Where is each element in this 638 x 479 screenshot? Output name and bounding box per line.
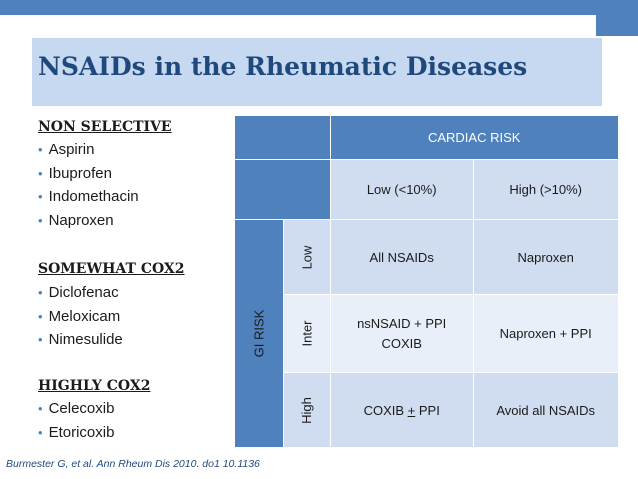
bullet-icon: • [38, 165, 43, 181]
cardiac-risk-header: CARDIAC RISK [330, 116, 618, 160]
bullet-icon: • [38, 212, 43, 228]
row-label-low: Low [283, 220, 330, 295]
citation: Burmester G, et al. Ann Rheum Dis 2010. do1 10.1136 [6, 458, 260, 470]
list-highly-cox2 [38, 397, 114, 444]
gi-risk-header: GI RISK [235, 220, 284, 448]
heading-highly-cox2: HIGHLY COX2 [38, 378, 151, 394]
list-item: • Indomethacin [38, 188, 139, 205]
list-item: • Naproxen [38, 211, 114, 229]
cell-high-low: COXIB + PPI [330, 373, 473, 448]
heading-non-selective: NON SELECTIVE [38, 119, 172, 135]
list-non-selective [38, 138, 139, 232]
bullet-icon: • [38, 332, 43, 347]
list-item: • Nimesulide [38, 331, 123, 348]
top-accent-bar [0, 0, 638, 15]
list-item: • Meloxicam [38, 307, 121, 325]
cell-low-low: All NSAIDs [330, 220, 473, 295]
row-label-inter: Inter [283, 295, 330, 373]
col-header-low: Low (<10%) [330, 160, 473, 220]
list-item: • Ibuprofen [38, 164, 112, 182]
risk-table [234, 115, 619, 448]
list-somewhat-cox2 [38, 281, 123, 352]
list-item: • Diclofenac [38, 284, 119, 301]
bullet-icon: • [38, 308, 43, 324]
bullet-icon: • [38, 189, 43, 204]
cell-inter-low: nsNSAID + PPI COXIB [330, 295, 473, 373]
table-corner-cell [235, 116, 331, 160]
cell-low-high: Naproxen [473, 220, 618, 295]
list-item: • Etoricoxib [38, 423, 115, 441]
heading-somewhat-cox2: SOMEWHAT COX2 [38, 261, 185, 277]
list-item: • Aspirin [38, 141, 95, 158]
bullet-icon: • [38, 142, 43, 157]
corner-accent-block [596, 15, 638, 36]
row-label-high: High [283, 373, 330, 448]
slide-title: NSAIDs in the Rheumatic Diseases [38, 52, 528, 81]
bullet-icon: • [38, 285, 43, 300]
cell-high-high: Avoid all NSAIDs [473, 373, 618, 448]
bullet-icon: • [38, 401, 43, 416]
cell-inter-high: Naproxen + PPI [473, 295, 618, 373]
col-header-high: High (>10%) [473, 160, 618, 220]
table-corner-cell [235, 160, 331, 220]
list-item: • Celecoxib [38, 400, 115, 417]
bullet-icon: • [38, 424, 43, 440]
